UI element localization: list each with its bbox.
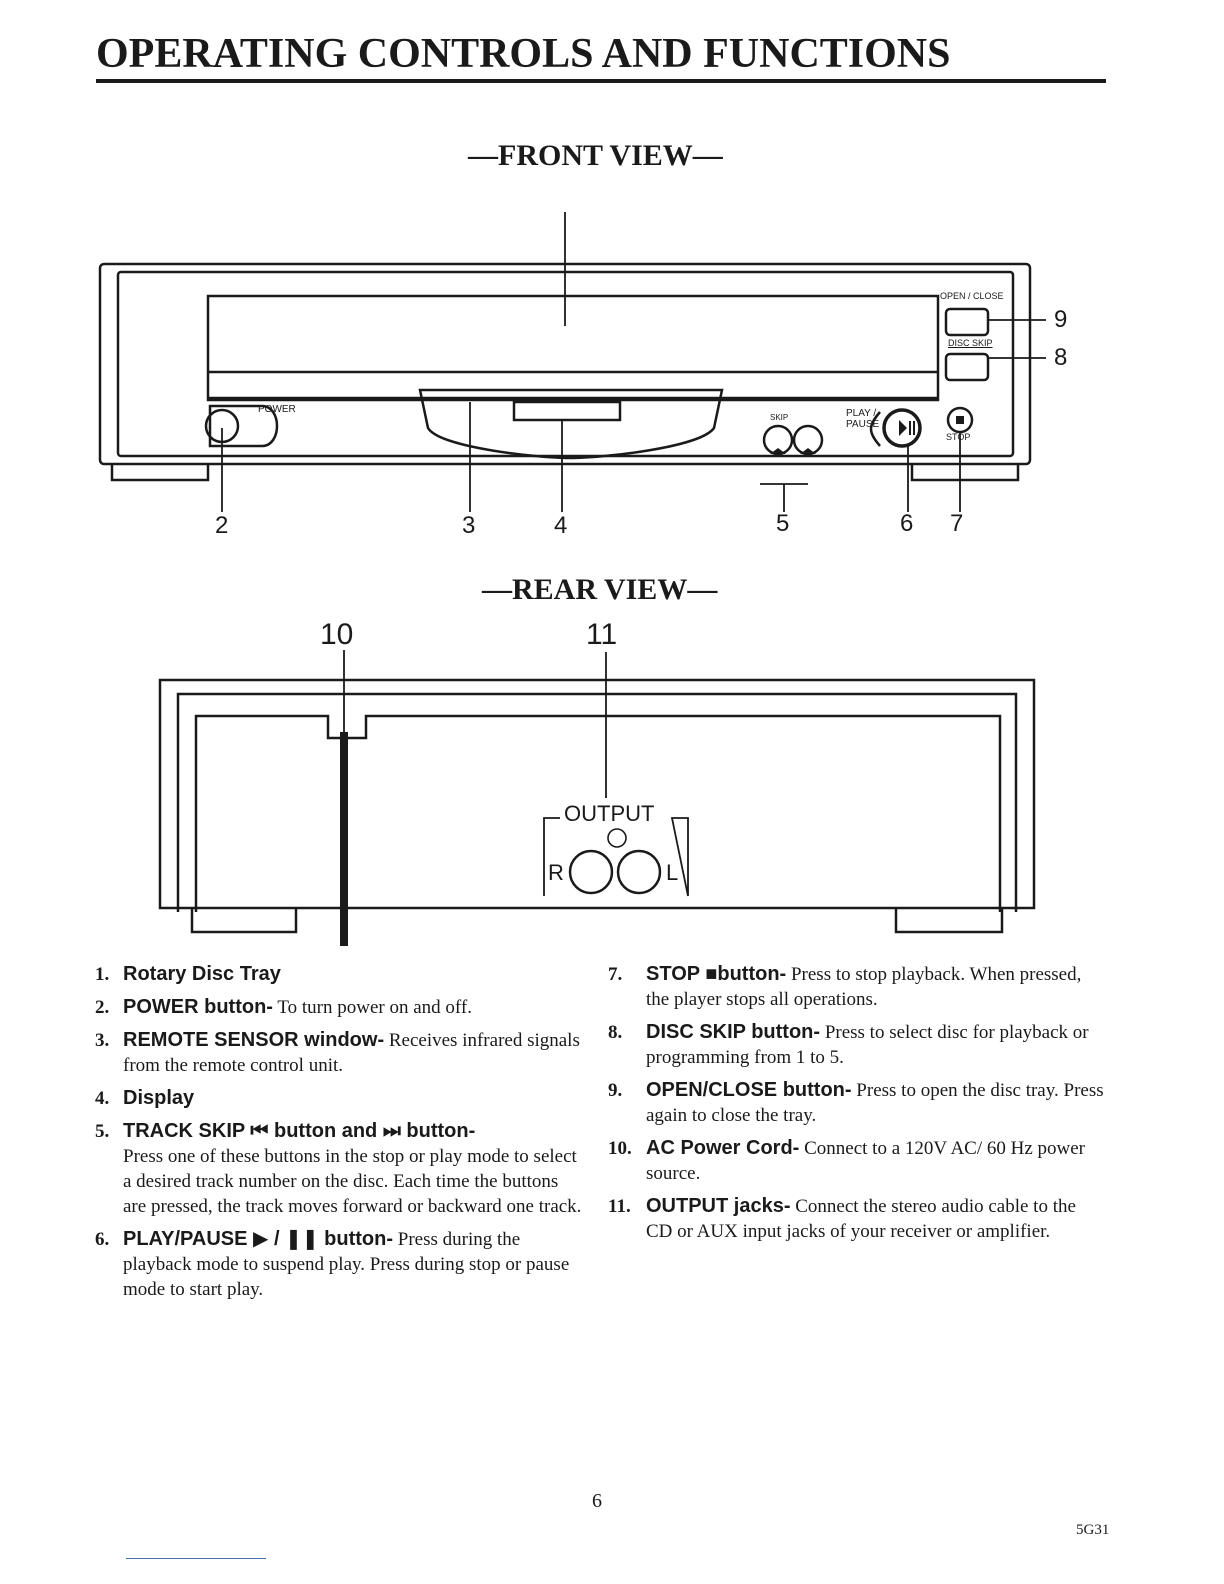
- page-title: OPERATING CONTROLS AND FUNCTIONS: [96, 31, 951, 77]
- skip-back-icon: [770, 448, 786, 454]
- page-number: 6: [592, 1490, 602, 1512]
- list-item: 4. Display: [95, 1087, 195, 1109]
- list-item: 8. DISC SKIP button- Press to select disc for playback or programming from 1 to 5.: [608, 1021, 1089, 1068]
- list-item: 5. TRACK SKIP ⏮ button and ⏭ button- Press one of these buttons in the stop or play mode to select a desired track number on the disc. Each time the buttons are pressed, the track moves forward or backward one track.: [95, 1120, 582, 1217]
- power-label: POWER: [258, 404, 296, 415]
- front-foot-left: [112, 464, 208, 480]
- callout-7: 7: [950, 510, 964, 537]
- callout-6: 6: [900, 510, 914, 537]
- list-item: 9. OPEN/CLOSE button- Press to open the disc tray. Press again to close the tray.: [608, 1079, 1104, 1126]
- output-label: OUTPUT: [564, 801, 655, 826]
- rear-view-diagram: [160, 650, 1034, 946]
- disc-skip-button: [946, 354, 988, 380]
- callout-10: 10: [320, 618, 354, 651]
- skip-label: SKIP: [770, 413, 789, 422]
- rear-panel-body: [160, 680, 1034, 908]
- document-code: 5G31: [1076, 1522, 1110, 1538]
- disc-tray: [208, 296, 938, 400]
- callout-9: 9: [1054, 306, 1068, 333]
- rear-view-title: —REAR VIEW—: [482, 573, 718, 606]
- output-jack-r: [570, 851, 612, 893]
- stop-label: STOP: [946, 432, 971, 442]
- list-item: 3. REMOTE SENSOR window- Receives infrared signals from the remote control unit.: [95, 1029, 580, 1076]
- output-r-label: R: [548, 860, 564, 885]
- rear-foot-left: [192, 908, 296, 932]
- list-item: 7. STOP ■button- Press to stop playback. When pressed, the player stops all operations.: [608, 963, 1082, 1010]
- callout-5: 5: [776, 510, 790, 537]
- power-cord: [340, 732, 348, 946]
- front-view-title: —FRONT VIEW—: [468, 139, 723, 172]
- list-item: 6. PLAY/PAUSE ▶ / ❚❚ button- Press during the playback mode to suspend play. Press during stop or pause mode to start play.: [95, 1228, 570, 1300]
- play-pause-label: PLAY / PAUSE: [846, 408, 880, 430]
- list-item: 10. AC Power Cord- Connect to a 120V AC/ 60 Hz power source.: [608, 1137, 1086, 1184]
- output-l-label: L: [666, 860, 679, 885]
- controls-list-left: [95, 962, 583, 1310]
- output-jack-l: [618, 851, 660, 893]
- front-foot-right: [912, 464, 1018, 480]
- display-window: [514, 402, 620, 420]
- skip-forward-icon: [800, 448, 816, 454]
- list-item: 11. OUTPUT jacks- Connect the stereo audio cable to the CD or AUX input jacks of your receiver or amplifier.: [608, 1195, 1076, 1242]
- callout-4: 4: [554, 512, 568, 539]
- controls-list-right: [608, 962, 1106, 1252]
- callout-8: 8: [1054, 344, 1068, 371]
- callout-3: 3: [462, 512, 476, 539]
- list-item: 1. Rotary Disc Tray: [95, 963, 281, 985]
- open-close-button: [946, 309, 988, 335]
- stop-icon: [956, 416, 964, 424]
- footer-rule: [126, 1558, 266, 1559]
- open-close-label: OPEN / CLOSE: [940, 291, 1004, 301]
- pause-icon: [909, 421, 911, 435]
- callout-11: 11: [586, 618, 618, 651]
- list-item: 2. POWER button- To turn power on and off.: [95, 996, 472, 1018]
- play-icon: [899, 420, 907, 436]
- callout-2: 2: [215, 512, 229, 539]
- disc-skip-label: DISC SKIP: [948, 338, 993, 348]
- front-view-diagram: [100, 212, 1046, 512]
- rear-foot-right: [896, 908, 1002, 932]
